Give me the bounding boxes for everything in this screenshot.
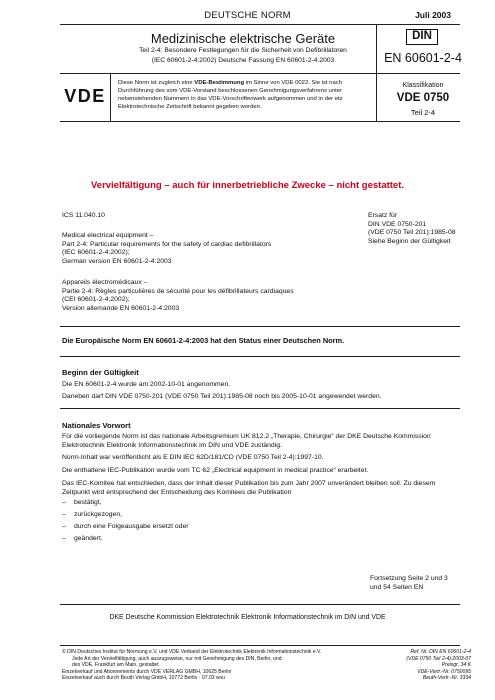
- header-rule: [60, 24, 460, 25]
- french-title-line-4: Version allemande EN 60601-2-4:2003: [62, 304, 180, 312]
- validity-line-2: Daneben darf DIN VDE 0750-201 (VDE 0750 Teil 201):1985-08 noch bis 2005-10-01 angewendet werden.: [62, 393, 382, 400]
- footer-left-line-5: Einzelverkauf auch durch Beuth Verlag GmbH, 10772 Berlin · 07.03 wvu: [62, 675, 226, 682]
- classification-value: VDE 0750: [396, 92, 450, 104]
- norm-note-prefix: Diese Norm ist zugleich eine: [118, 80, 195, 86]
- document-subtitle: [112, 46, 374, 65]
- foreword-paragraph-1: Für die vorliegende Norm ist das nationale Arbeitsgremium UK 812.2 „Therapie, Chirurgie“ der DKE Deutsche Kommission Elektrotechnik Elektronik Informationstechnik im DIN und VDE zuständig.: [62, 433, 431, 449]
- foreword-heading: Nationales Vorwort: [62, 421, 131, 430]
- footer-right-line-2: (VDE 0750 Teil 2-4):2003-07: [406, 655, 471, 662]
- footer-left-line-4: Einzelverkauf und Abonnements durch VDE VERLAG GMBH, 10625 Berlin: [62, 668, 232, 675]
- status-statement: Die Europäische Norm EN 60601-2-4:2003 hat den Status einer Deutschen Norm.: [62, 336, 345, 345]
- subtitle-line-2: (IEC 60601-2-4:2002) Deutsche Fassung EN 60601-2-4:2003: [151, 56, 335, 64]
- french-title-line-2: Partie 2-4: Règles particulières de sécurité pour les défibrillateurs cardiaques: [62, 287, 294, 295]
- status-top-rule: [60, 326, 460, 327]
- continuation-line-1: Fortsetzung Seite 2 und 3: [370, 575, 448, 582]
- footer-right-line-5: Beuth-Vertr.-Nr. 3334: [422, 675, 471, 682]
- french-title-block: [62, 279, 352, 313]
- continuation-note: [370, 575, 470, 592]
- dke-top-rule: [60, 604, 460, 605]
- norm-note-suffix: im Sinne von VDE 0022. Sie ist nach Durchführung des vom VDE-Vorstand beschlossenen Genehmigungsverfahrens unter nebenstehenden Nummern in das VDE-Vorschriftenwerk aufgenommen und in der etz Elektrotechnische Zeitschrift bekannt gegeben worden.: [118, 80, 343, 110]
- list-item: [62, 511, 122, 518]
- ersatz-line-1: Ersatz für: [368, 212, 398, 219]
- din-standard-number: EN 60601-2-4: [384, 51, 462, 65]
- footer-left-line-2: Jede Art der Vervielfältigung, auch auszugsweise, nur mit Genehmigung des DIN, Berlin, und: [72, 655, 282, 662]
- norm-note-bold: VDE-Bestimmung: [194, 80, 245, 86]
- list-dash: –: [62, 511, 66, 518]
- ersatz-line-2: DIN VDE 0750-201: [368, 220, 427, 228]
- validity-heading: Beginn der Gültigkeit: [62, 368, 139, 377]
- status-bottom-rule: [60, 356, 460, 357]
- foreword-paragraph-4: Das IEC-Komitee hat entschieden, dass der Inhalt dieser Publikation bis zum Jahr 2007 unverändert bleiben soll. Zu diesem Zeitpunkt wird entsprechend der Entscheidung des Komitees die Publikation: [62, 480, 436, 496]
- note-block-rule: [60, 121, 460, 122]
- continuation-line-2: und 54 Seiten EN: [370, 583, 424, 591]
- footer-top-rule: [60, 645, 460, 646]
- foreword-top-rule: [60, 408, 460, 409]
- validity-line-1: Die EN 60601-2-4 wurde am 2002-10-01 angenommen.: [62, 381, 231, 388]
- english-title-line-1: Medical electrical equipment –: [62, 232, 154, 239]
- foreword-paragraph-3: Die enthaltene IEC-Publikation wurde vom TC 62 „Electrical equipment in medical practice“ erarbeitet.: [62, 467, 369, 474]
- list-item-text: geändert.: [74, 535, 103, 542]
- list-item-text: zurückgezogen,: [74, 511, 122, 518]
- title-block-rule: [60, 73, 460, 74]
- dke-commission-line: DKE Deutsche Kommission Elektrotechnik Elektronik Informationstechnik im DIN und VDE: [109, 614, 386, 621]
- list-item-text: bestätigt,: [74, 499, 102, 506]
- footer-right-line-1: Ref. Nr. DIN EN 60601-2-4: [410, 649, 471, 655]
- vde-regulation-note: [118, 79, 374, 111]
- list-dash: –: [62, 535, 66, 542]
- list-dash: –: [62, 499, 66, 506]
- english-title-block: [62, 232, 352, 266]
- copy-prohibition-warning: Vervielfältigung – auch für innerbetriebliche Zwecke – nicht gestattet.: [90, 180, 405, 191]
- document-type-title: DEUTSCHE NORM: [204, 10, 291, 21]
- footer-right-line-4: VDE-Vertr.-Nr. 0750095: [417, 668, 471, 675]
- ics-code: ICS 11.040.10: [62, 212, 105, 219]
- footer-left-line-3: des VDE, Frankfurt am Main, gestattet: [72, 662, 159, 669]
- vde-logo: VDE: [64, 85, 106, 106]
- french-title-line-1: Appareils électromédicaux –: [62, 279, 148, 286]
- english-title-line-2: Part 2-4: Particular requirements for the safety of cardiac defibrillators: [62, 240, 272, 248]
- replacement-note: [368, 212, 488, 246]
- english-title-line-3: (IEC 60601-2-4:2002);: [62, 249, 130, 257]
- footer-reference: [341, 649, 471, 682]
- logo-divider: [110, 73, 111, 121]
- foreword-paragraph-2: Norm-Inhalt war veröffentlicht als E DIN IEC 62D/181/CD (VDE 0750 Teil 2-4):1997-10.: [62, 454, 324, 461]
- subtitle-line-1: Teil 2-4: Besondere Festlegungen für die Sicherheit von Defibrillatoren: [139, 47, 347, 54]
- list-item-text: durch eine Folgeausgabe ersetzt oder: [74, 523, 189, 530]
- list-item: [62, 499, 102, 506]
- list-item: [62, 523, 189, 530]
- french-title-line-3: (CEI 60601-2-4:2002);: [62, 296, 130, 304]
- ersatz-line-3: (VDE 0750 Teil 201):1985-08: [368, 229, 456, 237]
- footer-left-line-1: © DIN Deutsches Institut für Normung e.V. und VDE Verband der Elektrotechnik Elektronik Informationstechnik e.V.: [62, 649, 322, 655]
- list-item: [62, 535, 103, 542]
- din-logo: DIN: [406, 29, 438, 45]
- publication-date: Juli 2003: [415, 10, 451, 20]
- right-column-divider: [376, 24, 377, 121]
- document-main-title: Medizinische elektrische Geräte: [150, 31, 336, 46]
- footer-copyright: [62, 649, 352, 682]
- ersatz-line-4: Siehe Beginn der Gültigkeit: [368, 237, 451, 245]
- footer-right-line-3: Preisgr. 34 K: [441, 662, 471, 669]
- list-dash: –: [62, 523, 66, 530]
- classification-part: Teil 2-4: [410, 108, 436, 117]
- classification-label: Klassifikation: [402, 82, 444, 89]
- english-title-line-4: German version EN 60601-2-4:2003: [62, 257, 172, 265]
